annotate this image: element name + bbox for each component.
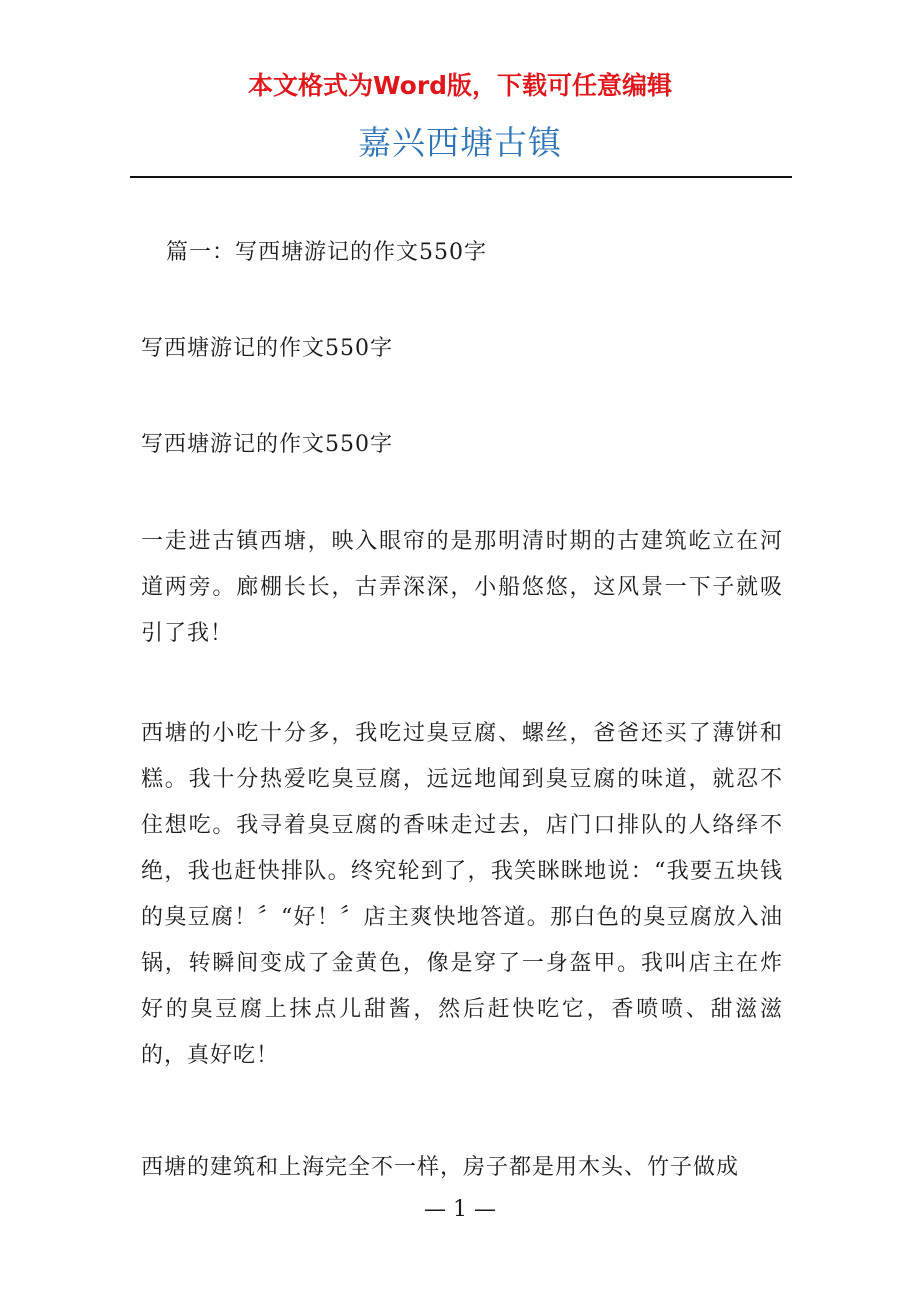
format-notice-banner: 本文格式为Word版，下载可任意编辑 (247, 71, 673, 100)
essay-subtitle-1: 写西塘游记的作文550字 (141, 336, 393, 361)
section-heading: 篇一：写西塘游记的作文550字 (166, 240, 487, 265)
paragraph-architecture: 西塘的建筑和上海完全不一样，房子都是用木头、竹子做成 (141, 1155, 740, 1180)
paragraph-intro: 一走进古镇西塘，映入眼帘的是那明清时期的古建筑屹立在河道两旁。廊棚长长，古弄深深，小船悠悠，这风景一下子就吸引了我！ (141, 529, 783, 646)
document-title: 嘉兴西塘古镇 (358, 123, 562, 162)
essay-subtitle-2: 写西塘游记的作文550字 (141, 432, 393, 457)
title-divider (130, 176, 792, 178)
page-number: — 1 — (424, 1197, 496, 1222)
paragraph-snacks: 西塘的小吃十分多，我吃过臭豆腐、螺丝，爸爸还买了薄饼和糕。我十分热爱吃臭豆腐，远远地闻到臭豆腐的味道，就忍不住想吃。我寻着臭豆腐的香味走过去，店门口排队的人络绎不绝，我也赶快排队。终究轮到了，我笑眯眯地说：“我要五块钱的臭豆腐！〞“好！〞店主爽快地答道。那白色的臭豆腐放入油锅，转瞬间变成了金黄色，像是穿了一身盔甲。我叫店主在炸好的臭豆腐上抹点儿甜酱，然后赶快吃它，香喷喷、甜滋滋的，真好吃！ (141, 721, 783, 1068)
